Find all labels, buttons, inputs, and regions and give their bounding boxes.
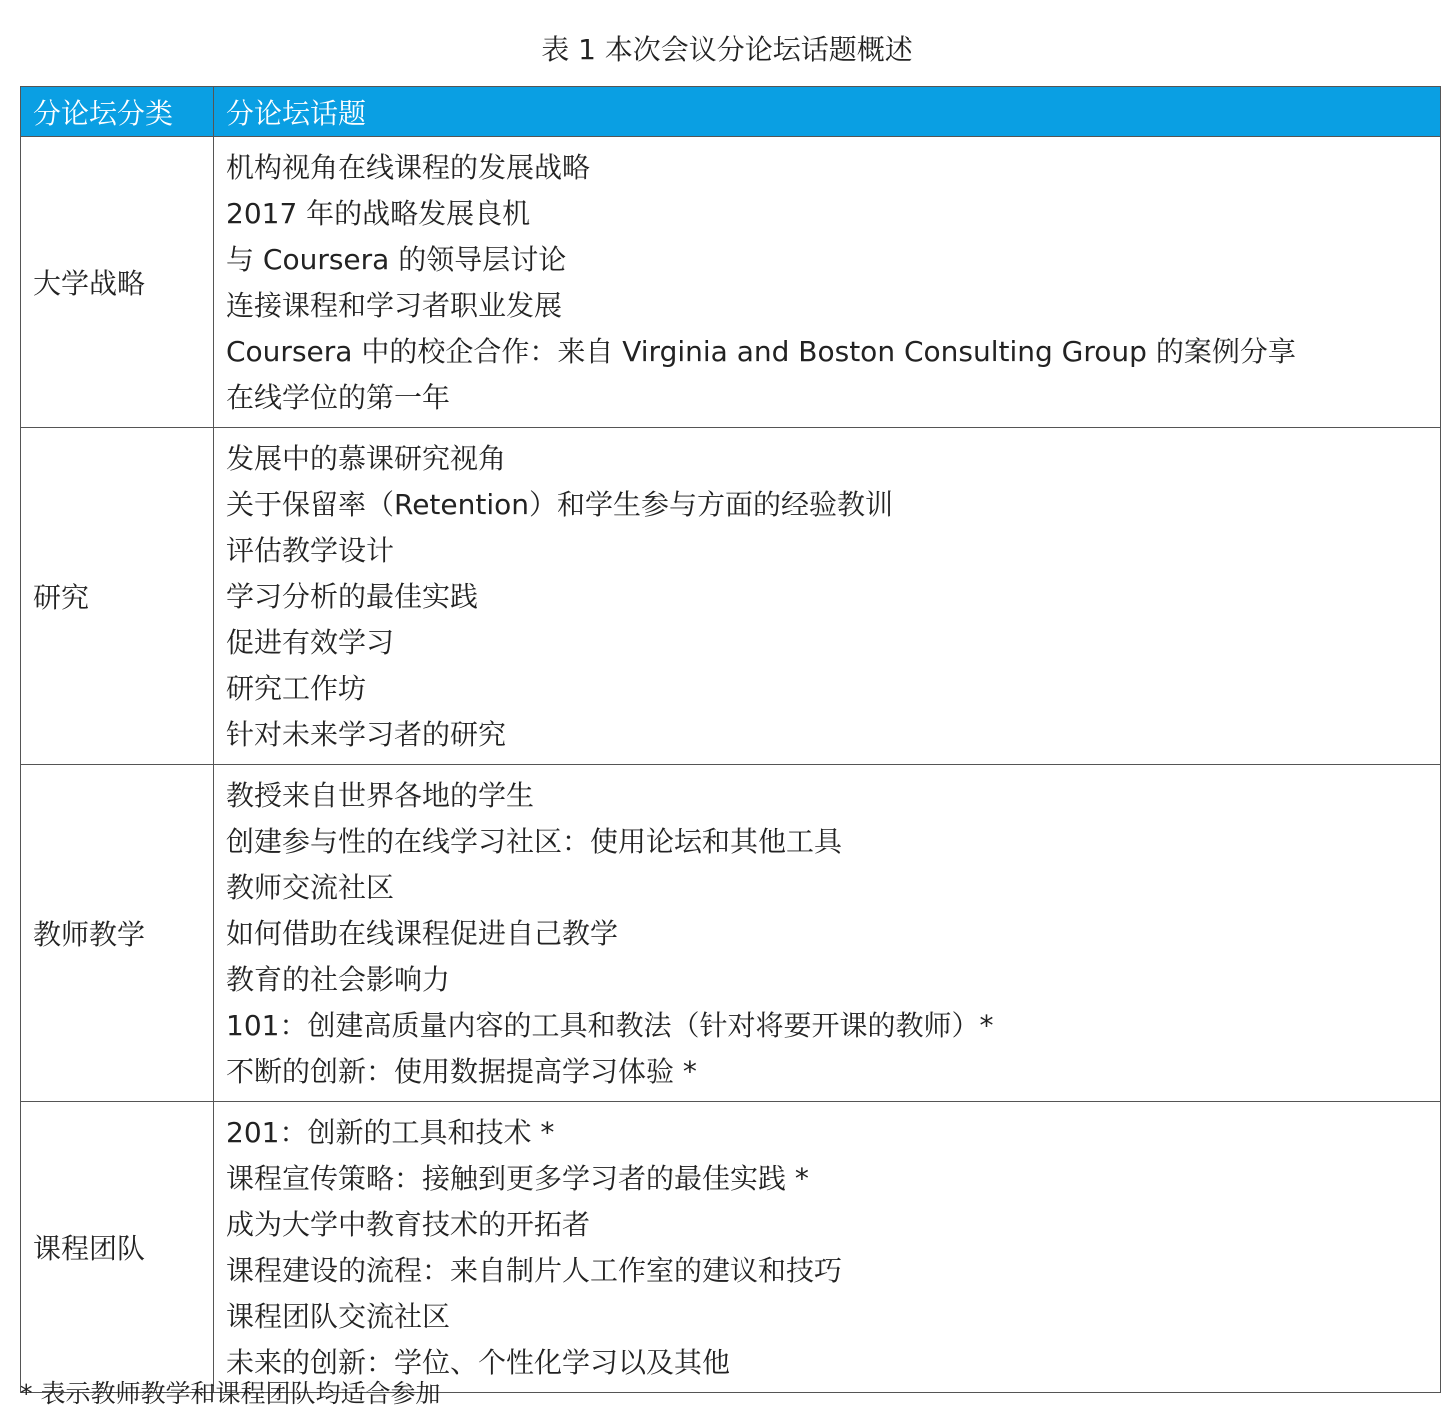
forum-topics-table xyxy=(20,86,1441,1393)
table-row xyxy=(21,428,1441,765)
topics-cell xyxy=(214,765,1441,1102)
topic-item: 在线学位的第一年 xyxy=(226,381,451,414)
topic-item: 创建参与性的在线学习社区：使用论坛和其他工具 xyxy=(226,825,843,858)
category-cell: 研究 xyxy=(21,428,214,765)
topic-item: 评估教学设计 xyxy=(226,534,395,567)
topic-item: 课程团队交流社区 xyxy=(226,1300,451,1333)
header-topics: 分论坛话题 xyxy=(214,87,1441,137)
topic-item: 教育的社会影响力 xyxy=(226,963,451,996)
topic-item: 机构视角在线课程的发展战略 xyxy=(226,151,591,184)
forum-topics-table-container xyxy=(20,86,1440,1393)
topic-item: 发展中的慕课研究视角 xyxy=(226,442,507,475)
topic-item: 成为大学中教育技术的开拓者 xyxy=(226,1208,591,1241)
table-row xyxy=(21,1102,1441,1393)
table-row xyxy=(21,765,1441,1102)
topic-item: 201：创新的工具和技术 * xyxy=(226,1116,555,1149)
topic-item: 关于保留率（Retention）和学生参与方面的经验教训 xyxy=(226,488,894,521)
table-row xyxy=(21,137,1441,428)
topic-item: 课程宣传策略：接触到更多学习者的最佳实践 * xyxy=(226,1162,809,1195)
topic-item: 与 Coursera 的领导层讨论 xyxy=(226,243,567,276)
category-cell: 教师教学 xyxy=(21,765,214,1102)
topic-item: 学习分析的最佳实践 xyxy=(226,580,479,613)
topic-item: 如何借助在线课程促进自己教学 xyxy=(226,917,619,950)
topic-item: 针对未来学习者的研究 xyxy=(226,718,507,751)
table-footnote: * 表示教师教学和课程团队均适合参加 xyxy=(20,1379,441,1408)
topic-item: 研究工作坊 xyxy=(226,672,367,705)
topic-item: 教授来自世界各地的学生 xyxy=(226,779,535,812)
topic-item: 不断的创新：使用数据提高学习体验 * xyxy=(226,1055,697,1088)
topic-item: Coursera 中的校企合作：来自 Virginia and Boston Consulting Group 的案例分享 xyxy=(226,335,1296,368)
category-cell: 大学战略 xyxy=(21,137,214,428)
topic-item: 未来的创新：学位、个性化学习以及其他 xyxy=(226,1346,731,1379)
topics-cell xyxy=(214,137,1441,428)
table-header-row xyxy=(21,87,1441,137)
category-cell: 课程团队 xyxy=(21,1102,214,1393)
topic-item: 101：创建高质量内容的工具和教法（针对将要开课的教师）* xyxy=(226,1009,994,1042)
topic-item: 教师交流社区 xyxy=(226,871,395,904)
topics-cell xyxy=(214,1102,1441,1393)
topic-item: 促进有效学习 xyxy=(226,626,395,659)
topics-cell xyxy=(214,428,1441,765)
table-caption: 表 1 本次会议分论坛话题概述 xyxy=(541,33,913,66)
topic-item: 连接课程和学习者职业发展 xyxy=(226,289,563,322)
topic-item: 2017 年的战略发展良机 xyxy=(226,197,531,230)
topic-item: 课程建设的流程：来自制片人工作室的建议和技巧 xyxy=(226,1254,843,1287)
header-category: 分论坛分类 xyxy=(21,87,214,137)
